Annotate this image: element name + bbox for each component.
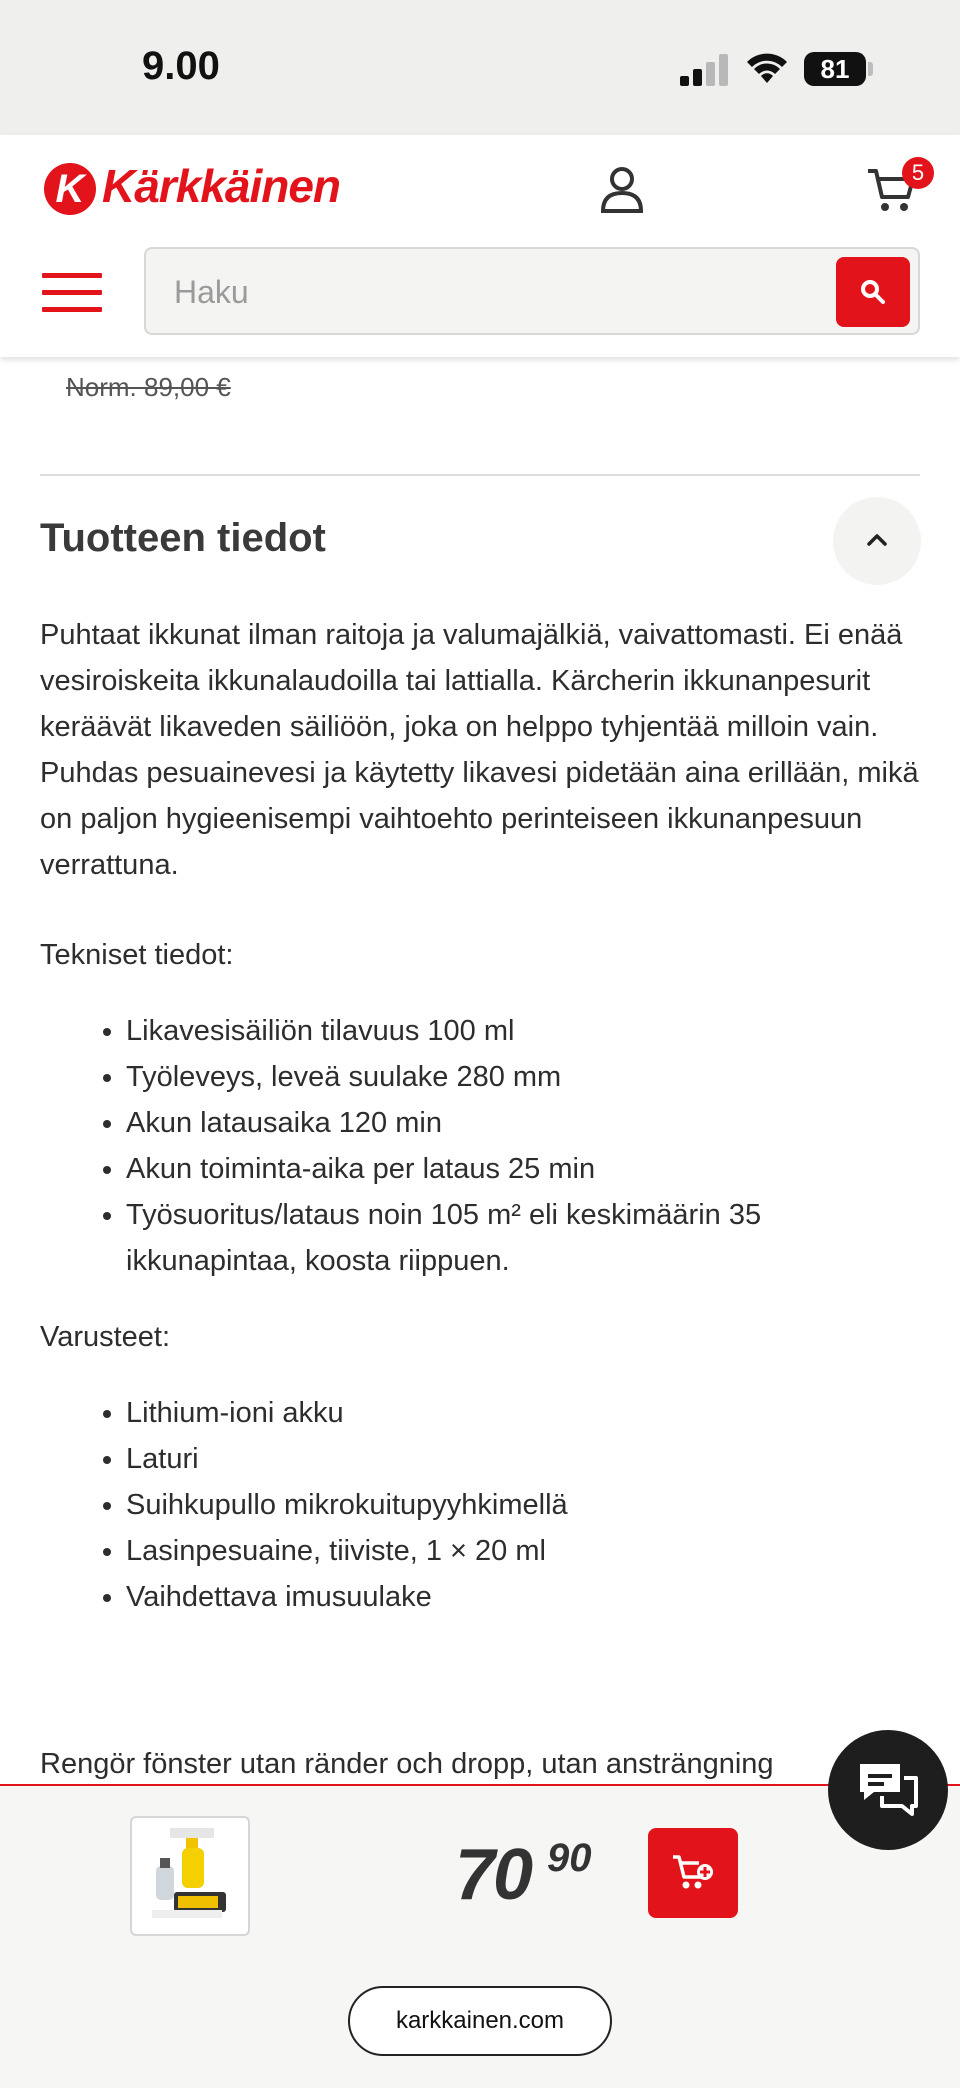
old-price: Norm. 89,00 € xyxy=(66,372,231,402)
tech-specs-label: Tekniset tiedot: xyxy=(40,939,234,971)
cart-count-badge: 5 xyxy=(902,157,934,189)
signal-icon xyxy=(680,54,730,86)
list-item: • Työleveys, leveä suulake 280 mm xyxy=(126,1054,922,1100)
section-title: Tuotteen tiedot xyxy=(40,516,326,560)
brand-logo[interactable] xyxy=(44,157,364,223)
logo-text: Kärkkäinen xyxy=(102,160,341,212)
list-item: • Akun toiminta-aika per lataus 25 min xyxy=(126,1146,922,1192)
window-vac-image xyxy=(132,1818,248,1934)
chevron-up-icon xyxy=(866,532,888,548)
search-input[interactable] xyxy=(172,269,776,315)
chat-icon xyxy=(856,1760,920,1818)
site-header xyxy=(0,135,960,357)
battery-tip xyxy=(868,62,873,76)
price-euros: 70 xyxy=(455,1835,532,1915)
add-to-cart-button[interactable] xyxy=(648,1828,738,1918)
menu-icon[interactable] xyxy=(42,273,102,313)
search-button[interactable] xyxy=(836,257,910,327)
list-item: • Lasinpesuaine, tiiviste, 1 × 20 ml xyxy=(126,1528,922,1574)
browser-url-pill[interactable]: karkkainen.com xyxy=(348,1986,612,2056)
list-item: • Vaihdettava imusuulake xyxy=(126,1574,922,1620)
accessories-label: Varusteet: xyxy=(40,1321,171,1353)
list-item: • Likavesisäiliön tilavuus 100 ml xyxy=(126,1008,922,1054)
collapse-section-button[interactable] xyxy=(833,497,921,585)
section-divider xyxy=(40,474,920,476)
list-item: • Lithium-ioni akku xyxy=(126,1390,922,1436)
search-box xyxy=(144,247,920,335)
product-thumbnail[interactable] xyxy=(130,1816,250,1936)
accessories-list xyxy=(40,1390,922,1620)
status-bar xyxy=(0,0,960,135)
list-item: • Suihkupullo mikrokuitupyyhkimellä xyxy=(126,1482,922,1528)
chat-button[interactable] xyxy=(828,1730,948,1850)
description-text: Puhtaat ikkunat ilman raitoja ja valumajälkiä, vaivattomasti. Ei enää vesiroiskeita ikkunalaudoilla tai lattialla. Kärcherin ikkunanpesurit keräävät likaveden säiliöön, joka on helppo tyhjentää milloin vain. Puhdas pesuainevesi ja käytetty likavesi pidetään aina erillään, mikä on paljon hygieenisempi vaihtoehto perinteiseen ikkunanpesuun verrattuna. xyxy=(40,619,919,881)
wifi-icon xyxy=(744,50,790,86)
account-icon[interactable] xyxy=(600,165,644,215)
list-item: • Työsuoritus/lataus noin 105 m² eli keskimäärin 35 ikkunapintaa, koosta riippuen. xyxy=(126,1192,922,1284)
status-time: 9.00 xyxy=(142,44,220,88)
search-icon xyxy=(859,278,887,306)
logo-k-icon: K xyxy=(44,163,96,215)
price-cents: 90 xyxy=(547,1836,592,1880)
battery-indicator: 81 xyxy=(804,52,866,86)
list-item: • Laturi xyxy=(126,1436,922,1482)
add-to-cart-icon xyxy=(671,1852,715,1892)
product-description xyxy=(40,612,922,1650)
list-item: • Akun latausaika 120 min xyxy=(126,1100,922,1146)
tech-specs-list xyxy=(40,1008,922,1284)
swedish-description: Rengör fönster utan ränder och dropp, utan ansträngning xyxy=(40,1748,774,1780)
